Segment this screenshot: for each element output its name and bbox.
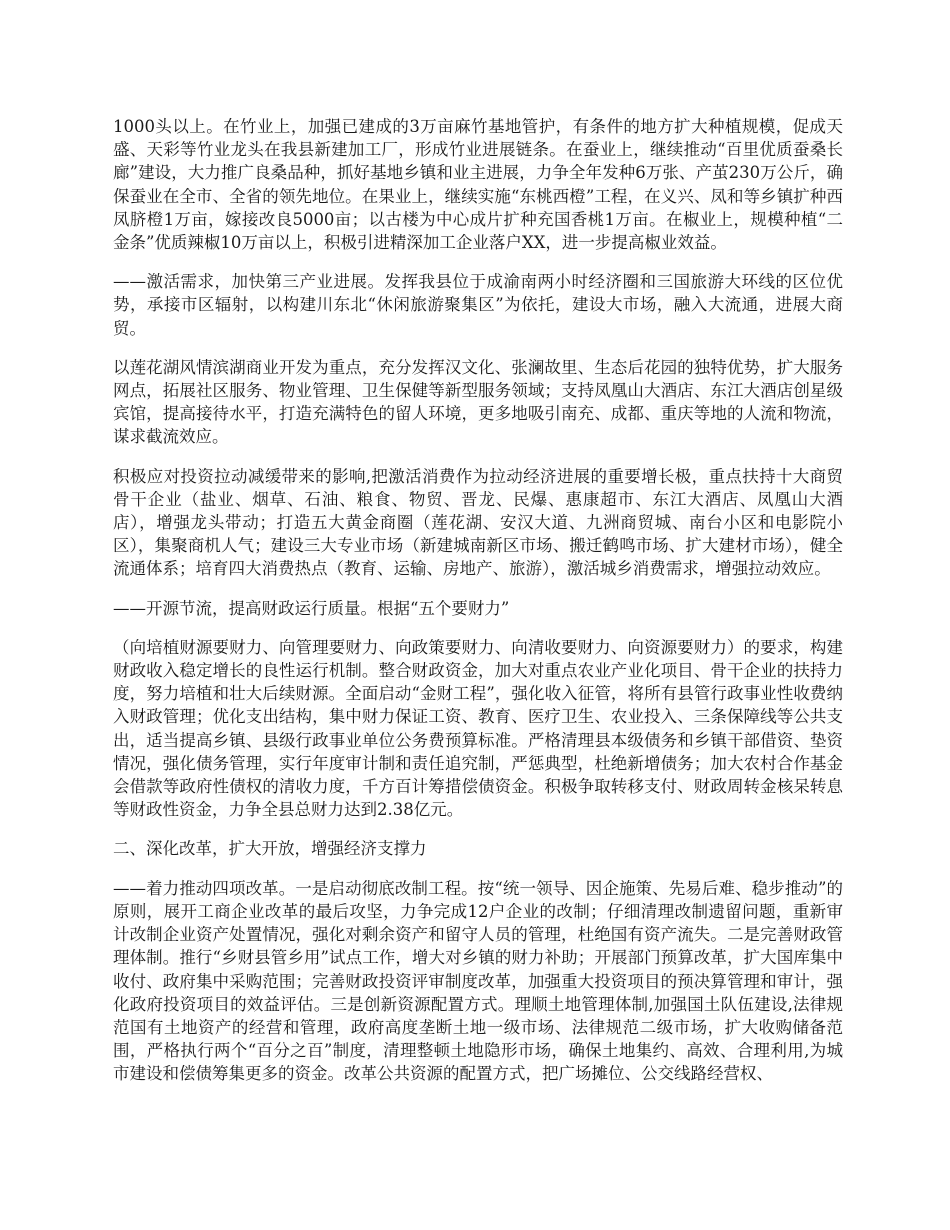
paragraph-forestry-sericulture: 1000头以上。在竹业上，加强已建成的3万亩麻竹基地管护，有条件的地方扩大种植规模，促成天盛、天彩等竹业龙头在我县新建加工厂，形成竹业进展链条。在蚕业上，继续推动“百里优质蚕桑长廊”建设，大力推广良桑品种，抓好基地乡镇和业主进展，力争全年发种6万张、产茧230万公斤，确保蚕业在全市、全省的领先地位。在果业上，继续实施“东桃西橙”工程，在义兴、凤和等乡镇扩种西凤脐橙1万亩，嫁接改良5000亩；以古楼为中心成片扩种充国香桃1万亩。在椒业上，规模种植“二金条”优质辣椒10万亩以上，积极引进精深加工企业落户XX，进一步提高椒业效益。 xyxy=(113,117,843,253)
section-heading-reform: 二、深化改革，扩大开放，增强经济支撑力 xyxy=(113,839,427,859)
paragraph-four-reforms: ——着力推动四项改革。一是启动彻底改制工程。按“统一领导、因企施策、先易后难、稳步推动”的原则，展开工商企业改革的最后攻坚，力争完成12户企业的改制；仔细清理改制遗留问题，重新审计改制企业资产处置情况，强化对剩余资产和留守人员的管理，杜绝国有资产流失。二是完善财政管理体制。推行“乡财县管乡用”试点工作，增大对乡镇的财力补助；开展部门预算改革，扩大国库集中收付、政府集中采购范围；完善财政投资评审制度改革，加强重大投资项目的预决算管理和审计，强化政府投资项目的效益评估。三是创新资源配置方式。理顺土地管理体制,加强国土队伍建设,法律规范国有土地资产的经营和管理，政府高度垄断土地一级市场、法律规范二级市场，扩大收购储备范围，严格执行两个“百分之百”制度，清理整顿土地隐形市场，确保土地集约、高效、合理利用,为城市建设和偿债筹集更多的资金。改革公共资源的配置方式，把广场摊位、公交线路经营权、 xyxy=(113,878,843,1084)
paragraph-lianhua-lake-commerce: 以莲花湖风情滨湖商业开发为重点，充分发挥汉文化、张澜故里、生态后花园的独特优势，扩大服务网点，拓展社区服务、物业管理、卫生保健等新型服务领域；支持凤凰山大酒店、东江大酒店创星级宾馆，提高接待水平，打造充满特色的留人环境，更多地吸引南充、成都、重庆等地的人流和物流，谋求截流效应。 xyxy=(113,357,843,447)
paragraph-finance-heading: ——开源节流，提高财政运行质量。根据“五个要财力” xyxy=(113,598,510,618)
paragraph-tertiary-industry: ——激活需求，加快第三产业进展。发挥我县位于成渝南两小时经济圈和三国旅游大环线的区位优势，承接市区辐射，以构建川东北“休闲旅游聚集区”为依托，建设大市场，融入大流通，进展大商贸。 xyxy=(113,272,843,338)
document-body xyxy=(113,115,843,1086)
paragraph-finance-measures: （向培植财源要财力、向管理要财力、向政策要财力、向清收要财力、向资源要财力）的要求，构建财政收入稳定增长的良性运行机制。整合财政资金，加大对重点农业产业化项目、骨干企业的扶持力度，努力培植和壮大后续财源。全面启动“金财工程”，强化收入征管，将所有县管行政事业性收费纳入财政管理；优化支出结构，集中财力保证工资、教育、医疗卫生、农业投入、三条保障线等公共支出，适当提高乡镇、县级行政事业单位公务费预算标准。严格清理县本级债务和乡镇干部借资、垫资情况，强化债务管理，实行年度审计制和责任追究制，严惩典型，杜绝新增债务；加大农村合作基金会借款等政府性债权的清收力度，千方百计筹措偿债资金。积极争取转移支付、财政周转金核呆转息等财政性资金，力争全县总财力达到2.38亿元。 xyxy=(113,637,843,820)
paragraph-consumption-stimulus: 积极应对投资拉动减缓带来的影响,把激活消费作为拉动经济进展的重要增长极，重点扶持十大商贸骨干企业（盐业、烟草、石油、粮食、物贸、晋龙、民爆、惠康超市、东江大酒店、凤凰山大酒店），增强龙头带动；打造五大黄金商圈（莲花湖、安汉大道、九洲商贸城、南台小区和电影院小区），集聚商机人气；建设三大专业市场（新建城南新区市场、搬迁鹤鸣市场、扩大建材市场），健全流通体系；培育四大消费热点（教育、运输、房地产、旅游），激活城乡消费需求，增强拉动效应。 xyxy=(113,466,843,579)
